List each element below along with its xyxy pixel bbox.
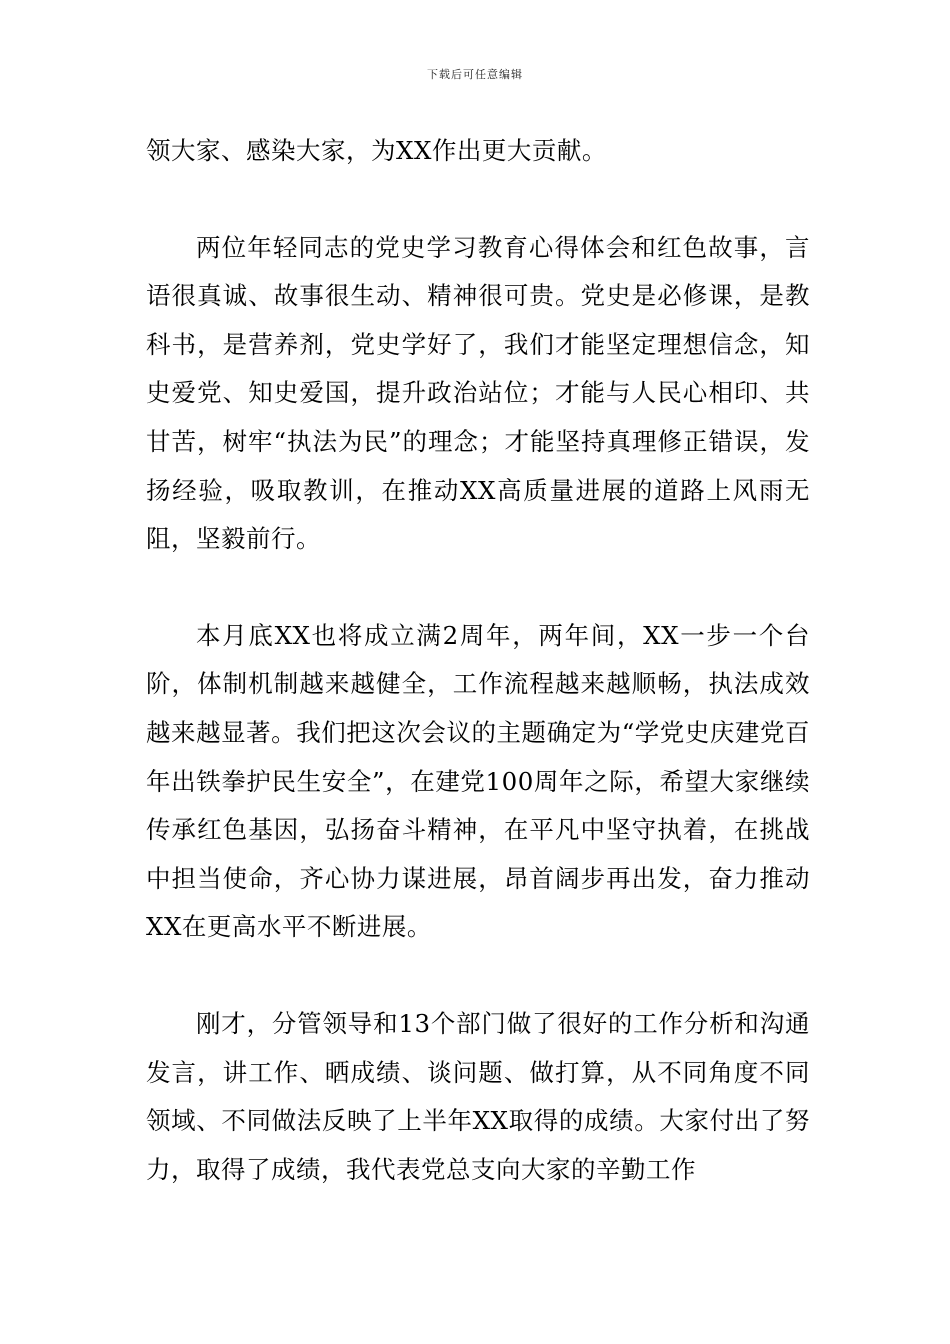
document-body [146, 127, 810, 1194]
paragraph-gap [146, 564, 810, 612]
paragraph-gap [146, 952, 810, 1000]
paragraph-3: 本月底XX也将成立满2周年，两年间，XX一步一个台阶，体制机制越来越健全，工作流程越来越顺畅，执法成效越来越显著。我们把这次会议的主题确定为“学党史庆建党百年出铁拳护民生安全”，在建党100周年之际，希望大家继续传承红色基因，弘扬奋斗精神，在平凡中坚守执着，在挑战中担当使命，齐心协力谋进展，昂首阔步再出发，奋力推动XX在更高水平不断进展。 [146, 620, 810, 942]
paragraph-1: 领大家、感染大家，为XX作出更大贡献。 [146, 136, 607, 165]
page-header-note: 下载后可任意编辑 [427, 68, 523, 81]
paragraph-gap [146, 176, 810, 224]
paragraph-4: 刚才，分管领导和13个部门做了很好的工作分析和沟通发言，讲工作、晒成绩、谈问题、做打算，从不同角度不同领域、不同做法反映了上半年XX取得的成绩。大家付出了努力，取得了成绩，我代表党总支向大家的辛勤工作 [146, 1008, 810, 1184]
paragraph-2: 两位年轻同志的党史学习教育心得体会和红色故事，言语很真诚、故事很生动、精神很可贵。党史是必修课，是教科书，是营养剂，党史学好了，我们才能坚定理想信念，知史爱党、知史爱国，提升政治站位；才能与人民心相印、共甘苦，树牢“执法为民”的理念；才能坚持真理修正错误，发扬经验，吸取教训，在推动XX高质量进展的道路上风雨无阻，坚毅前行。 [146, 232, 810, 554]
